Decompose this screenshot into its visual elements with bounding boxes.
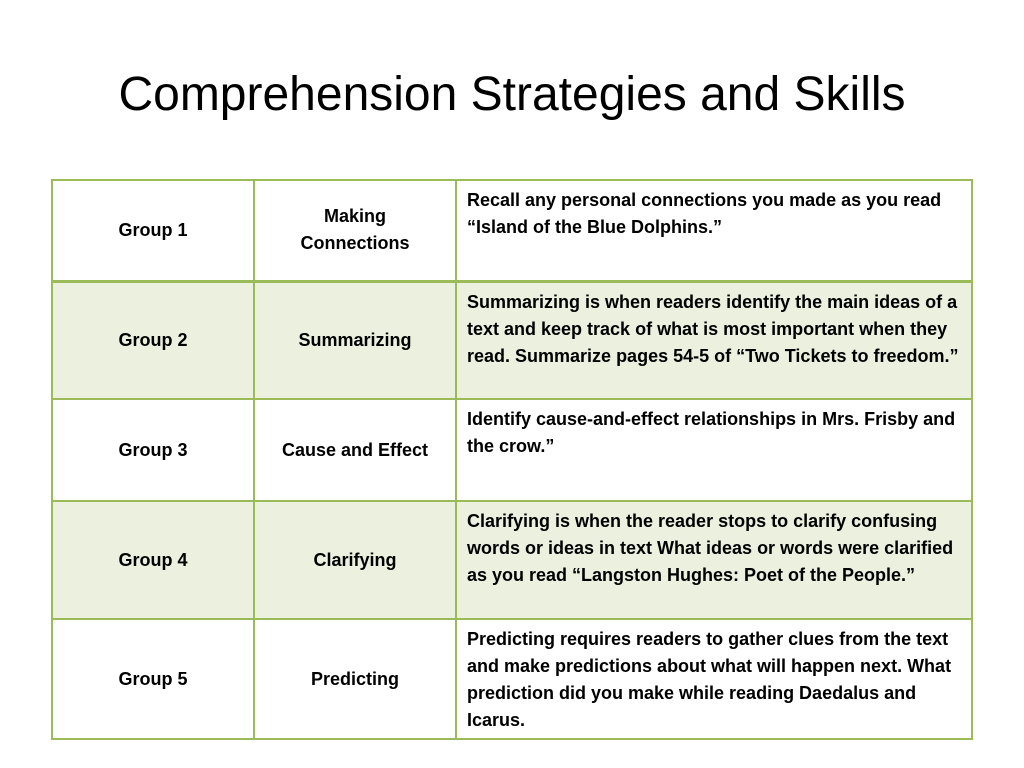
group-cell: Group 2 xyxy=(52,281,254,399)
skill-cell: Predicting xyxy=(254,619,456,739)
group-cell: Group 3 xyxy=(52,399,254,501)
skill-label: Making Connections xyxy=(300,206,410,254)
table-row xyxy=(52,180,972,281)
description-cell: Identify cause-and-effect relationships in Mrs. Frisby and the crow.” xyxy=(456,399,972,501)
group-cell: Group 1 xyxy=(52,180,254,281)
skill-cell: Summarizing xyxy=(254,281,456,399)
skill-cell xyxy=(254,180,456,281)
description-cell: Clarifying is when the reader stops to clarify confusing words or ideas in text What ideas or words were clarified as you read “Langston Hughes: Poet of the People.” xyxy=(456,501,972,619)
skill-cell: Clarifying xyxy=(254,501,456,619)
group-cell: Group 4 xyxy=(52,501,254,619)
skill-cell: Cause and Effect xyxy=(254,399,456,501)
description-cell: Predicting requires readers to gather clues from the text and make predictions about what will happen next. What prediction did you make while reading Daedalus and Icarus. xyxy=(456,619,972,739)
slide-title: Comprehension Strategies and Skills xyxy=(118,68,906,121)
table-row xyxy=(52,281,972,399)
table-row xyxy=(52,619,972,739)
strategy-table xyxy=(51,179,973,740)
table-row xyxy=(52,399,972,501)
group-cell: Group 5 xyxy=(52,619,254,739)
description-cell: Summarizing is when readers identify the main ideas of a text and keep track of what is most important when they read. Summarize pages 54-5 of “Two Tickets to freedom.” xyxy=(456,281,972,399)
table-row xyxy=(52,501,972,619)
description-cell: Recall any personal connections you made as you read “Island of the Blue Dolphins.” xyxy=(456,180,972,281)
